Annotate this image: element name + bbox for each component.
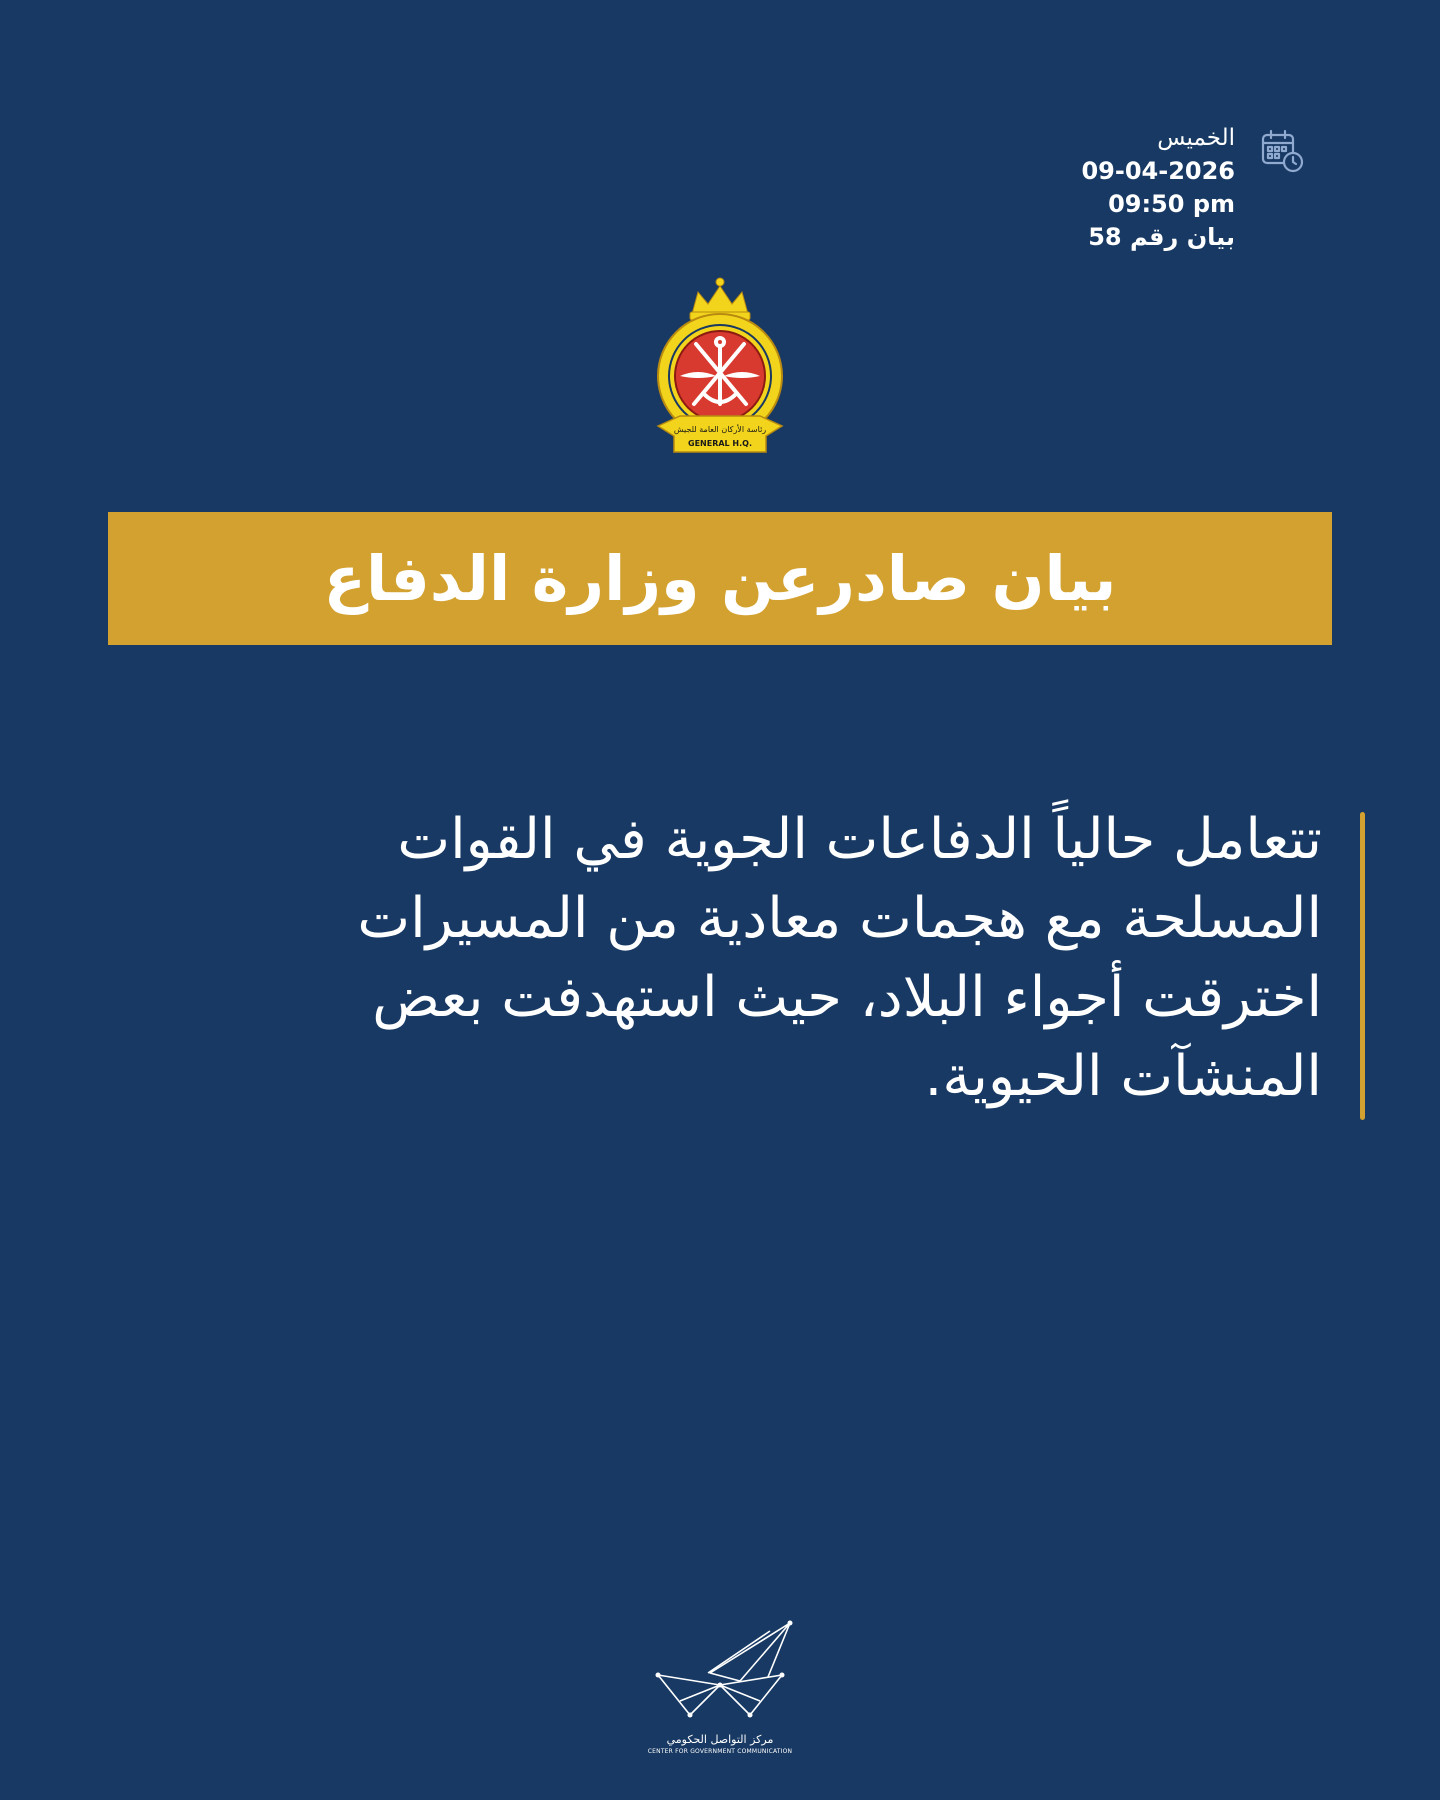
statement-meta: [975, 122, 1235, 254]
body-line: المنشآت الحيوية.: [924, 1044, 1322, 1109]
page-title: بيان صادرعن وزارة الدفاع: [323, 542, 1117, 615]
body-line: المسلحة مع هجمات معادية من المسيرات: [357, 886, 1322, 951]
sailboat-logo-icon: [640, 1615, 800, 1735]
accent-line: [1360, 812, 1365, 1120]
body-line: اخترقت أجواء البلاد، حيث استهدفت بعض: [372, 965, 1322, 1030]
title-banner: [108, 512, 1332, 645]
footer-arabic-name: مركز التواصل الحكومي: [666, 1733, 774, 1746]
date-label: 09-04-2026: [1081, 157, 1235, 185]
emblem-english-ribbon: GENERAL H.Q.: [688, 439, 752, 448]
statement-number: بيان رقم 58: [1088, 223, 1235, 251]
day-label: الخميس: [1157, 125, 1235, 151]
time-label: 09:50 pm: [1108, 190, 1235, 218]
calendar-clock-icon: [1259, 128, 1305, 174]
body-line: تتعامل حالياً الدفاعات الجوية في القوات: [397, 807, 1322, 872]
emblem-arabic-ribbon: رئاسة الأركان العامة للجيش: [673, 425, 767, 434]
statement-body: [100, 800, 1322, 1116]
footer-english-name: CENTER FOR GOVERNMENT COMMUNICATION: [647, 1748, 793, 1755]
general-hq-emblem: [640, 276, 800, 466]
